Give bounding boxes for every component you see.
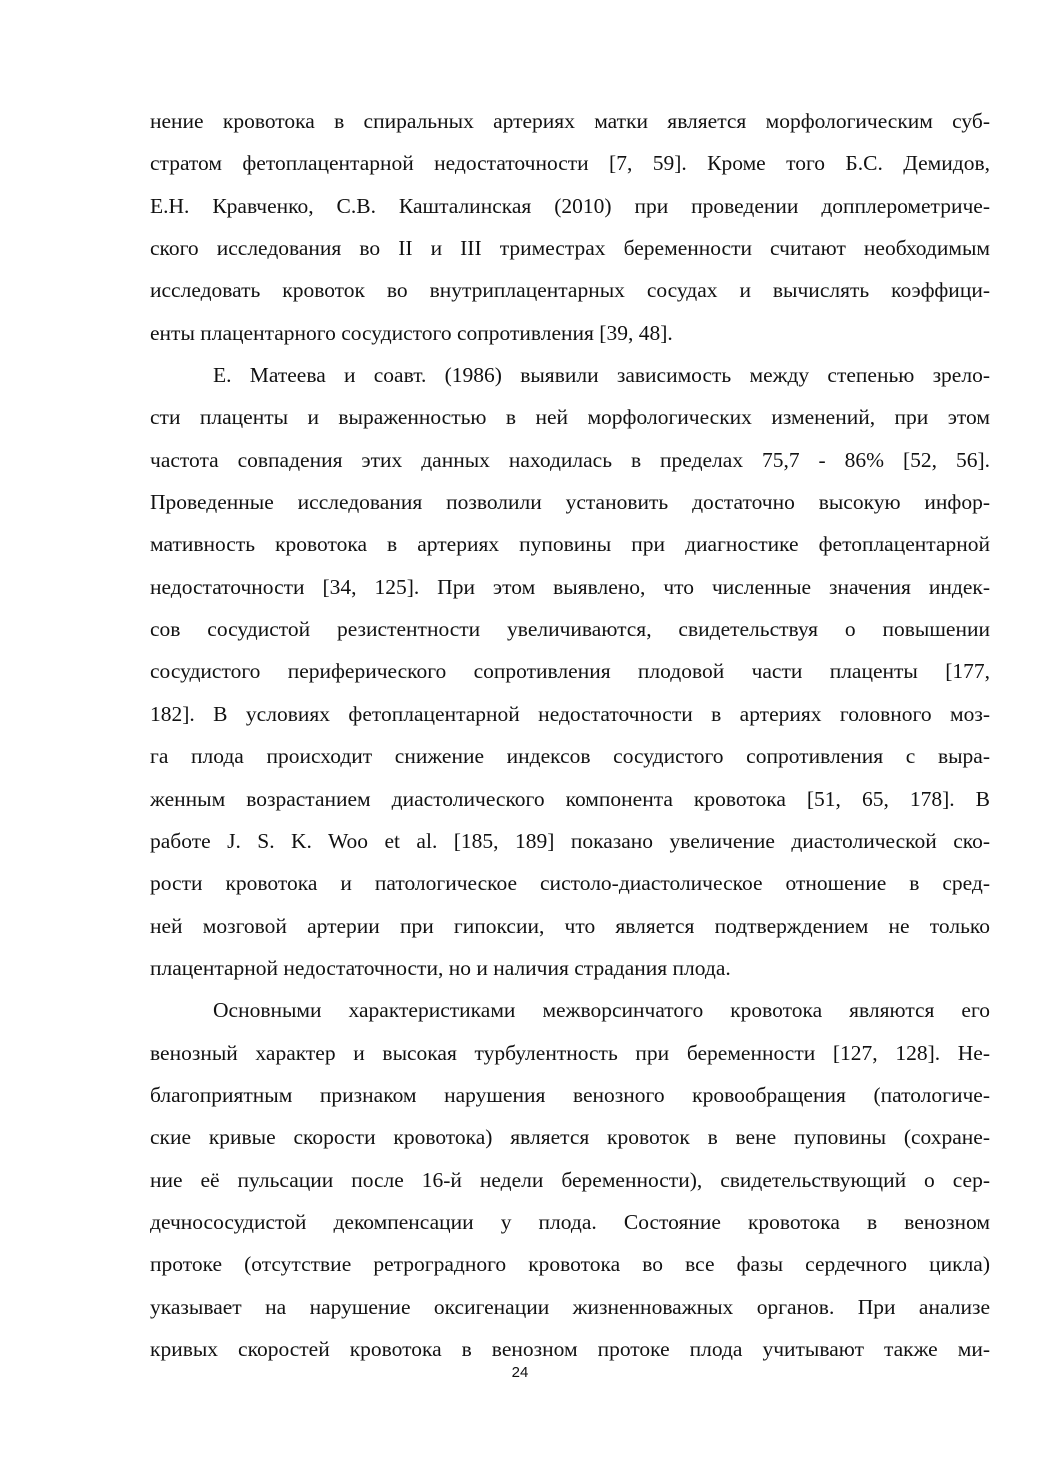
paragraph-2	[150, 354, 990, 989]
text-line: мативность кровотока в артериях пуповины при диагностике фетоплацентарной	[150, 532, 990, 557]
text-line: сов сосудистой резистентности увеличиваются, свидетельствуя о повышении	[150, 617, 990, 642]
text-line: благоприятным признаком нарушения венозного кровообращения (патологиче-	[150, 1082, 990, 1107]
text-line: ского исследования во II и III триместрах беременности считают необходимым	[150, 236, 990, 261]
paragraph-1	[150, 100, 990, 354]
text-line: ние её пульсации после 16-й недели беременности), свидетельствующий о сер-	[150, 1167, 990, 1192]
text-line: Основными характеристиками межворсинчатого кровотока являются его	[213, 998, 990, 1023]
text-line: Е.Н. Кравченко, С.В. Кашталинская (2010) при проведении допплерометриче-	[150, 193, 990, 218]
text-line: протоке (отсутствие ретроградного кровотока во все фазы сердечного цикла)	[150, 1252, 990, 1277]
text-line: Проведенные исследования позволили установить достаточно высокую инфор-	[150, 490, 990, 515]
text-line: енты плацентарного сосудистого сопротивления [39, 48].	[150, 320, 673, 345]
text-line: Е. Матеева и соавт. (1986) выявили зависимость между степенью зрело-	[213, 363, 990, 388]
text-line: венозный характер и высокая турбулентность при беременности [127, 128]. Не-	[150, 1040, 990, 1065]
text-line: указывает на нарушение оксигенации жизненноважных органов. При анализе	[150, 1294, 990, 1319]
text-line: кривых скоростей кровотока в венозном протоке плода учитывают также ми-	[150, 1336, 990, 1361]
text-line: ские кривые скорости кровотока) является кровоток в вене пуповины (сохране-	[150, 1125, 990, 1150]
text-line: ней мозговой артерии при гипоксии, что является подтверждением не только	[150, 913, 990, 938]
text-line: нение кровотока в спиральных артериях матки является морфологическим суб-	[150, 109, 990, 133]
text-line: частота совпадения этих данных находилась в пределах 75,7 - 86% [52, 56].	[150, 447, 990, 472]
text-line: дечнососудистой декомпенсации у плода. Состояние кровотока в венозном	[150, 1209, 990, 1234]
text-line: га плода происходит снижение индексов сосудистого сопротивления с выра-	[150, 744, 990, 769]
text-line: недостаточности [34, 125]. При этом выявлено, что численные значения индек-	[150, 574, 990, 599]
text-line: женным возрастанием диастолического компонента кровотока [51, 65, 178]. В	[150, 786, 990, 811]
text-line: сти плаценты и выраженностью в ней морфологических изменений, при этом	[150, 405, 990, 430]
text-line: 182]. В условиях фетоплацентарной недостаточности в артериях головного моз-	[150, 701, 990, 726]
paragraph-3	[150, 989, 990, 1370]
text-line: плацентарной недостаточности, но и наличия страдания плода.	[150, 955, 731, 980]
text-line: стратом фетоплацентарной недостаточности [7, 59]. Кроме того Б.С. Демидов,	[150, 151, 990, 176]
text-line: работе J. S. K. Woo et al. [185, 189] показано увеличение диастолической ско-	[150, 828, 990, 853]
text-line: исследовать кровоток во внутриплацентарных сосудах и вычислять коэффици-	[150, 278, 990, 303]
page-number: 24	[511, 1364, 529, 1381]
body-text	[150, 100, 990, 1370]
text-line: сосудистого периферического сопротивления плодовой части плаценты [177,	[150, 659, 990, 684]
text-line: рости кровотока и патологическое систоло-диастолическое отношение в сред-	[150, 871, 990, 896]
